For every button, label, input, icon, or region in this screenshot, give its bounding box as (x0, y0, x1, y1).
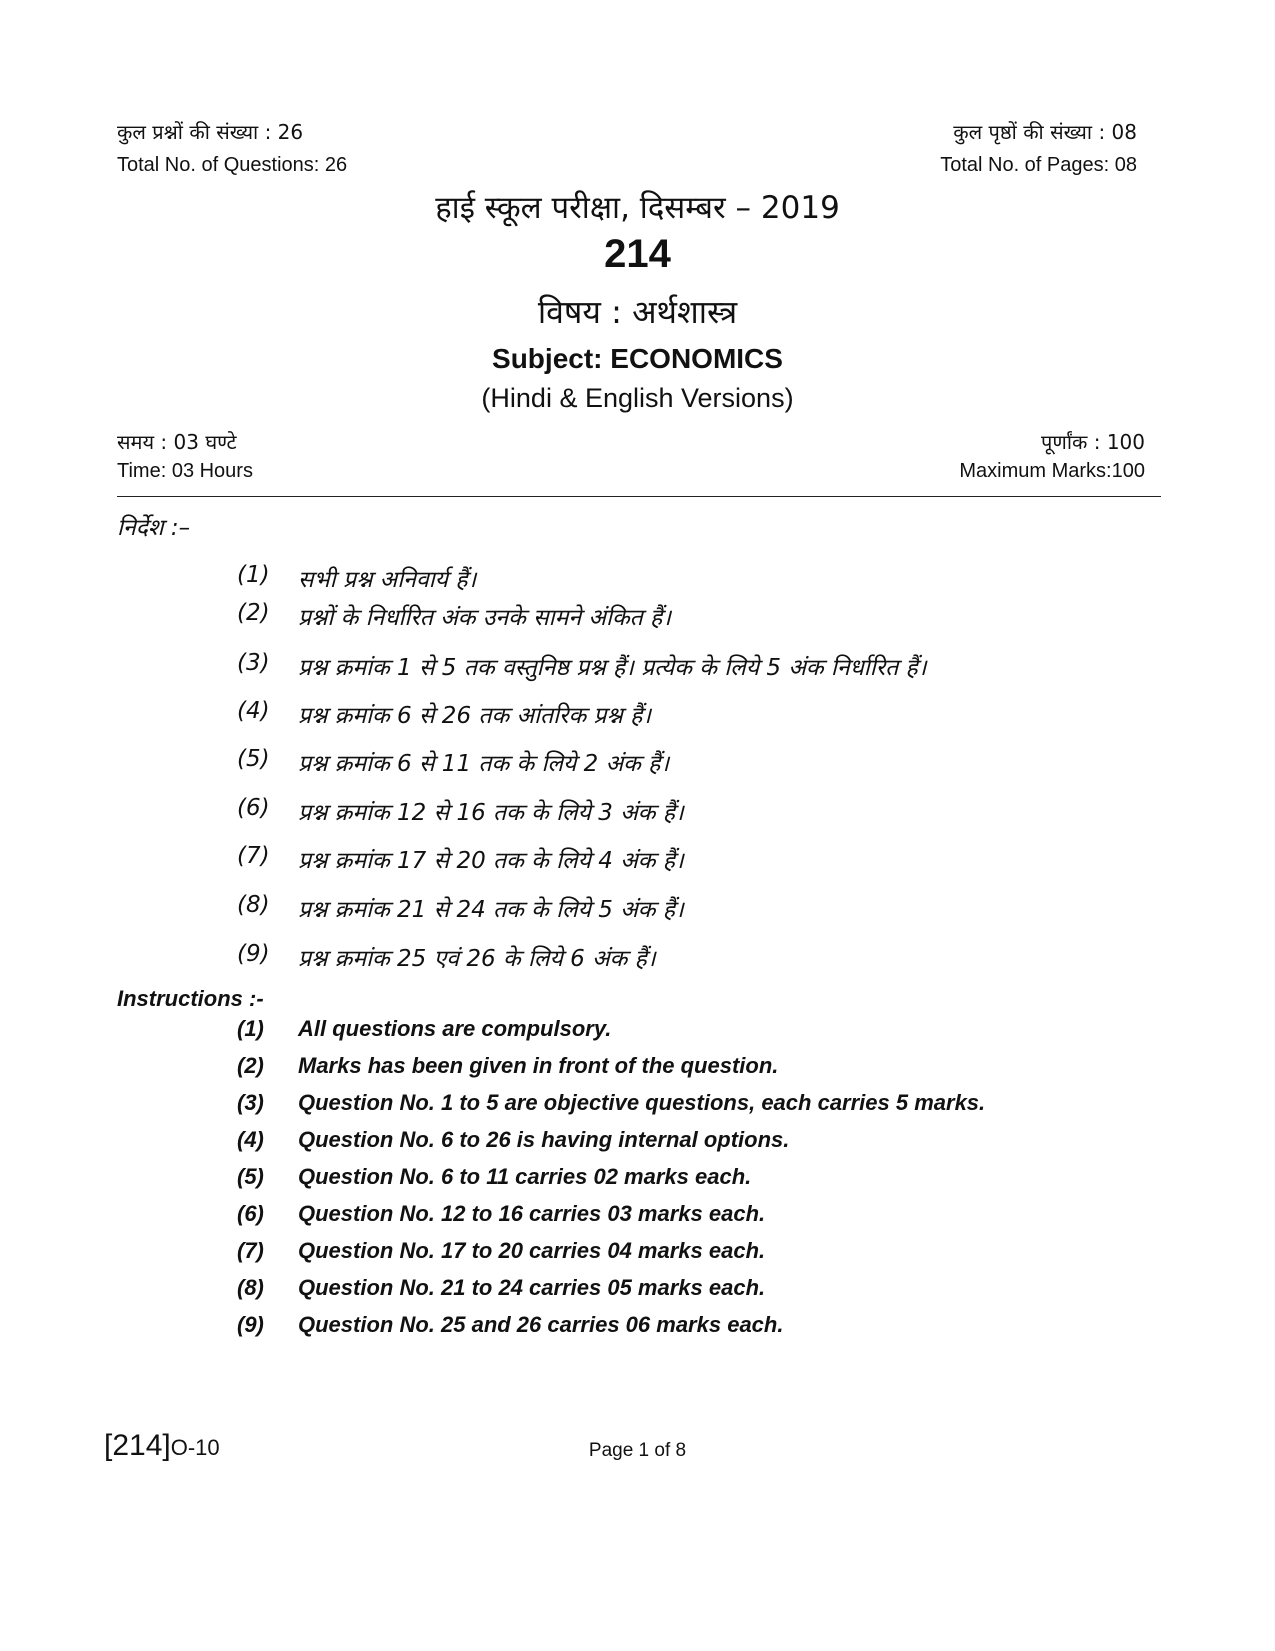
total-questions-hindi: कुल प्रश्नों की संख्या : 26 (117, 120, 304, 144)
exam-paper-page: कुल प्रश्नों की संख्या : 26 Total No. of Questions: 26 कुल पृष्ठों की संख्या : 08 Total No. of Pages: 08 हाई स्कूल परीक्षा, दिसम्बर – 2019 214 विषय : अर्थशास्त्र Subject: ECONOMICS (Hindi & English Versions) समय : 03 घण्टे Time: 03 Hours पूर्णांक : 100 Maximum Marks:100 निर्देश :– (1) सभी प्रश्न अनिवार्य हैं। (2) प्रश्नों के निर्धारित अंक उनके सामने अंकित हैं। (3) प्रश्न क्रमांक 1 से 5 तक वस्तुनिष्ठ प्रश्न हैं। प्रत्येक के लिये 5 अंक निर्धारित हैं। (4) प्रश्न क्रमांक 6 से 26 तक आंतरिक प्रश्न हैं। (5) प्रश्न क्रमांक 6 से 11 तक के लिये 2 अंक हैं। (6) प्रश्न क्रमांक 12 से 16 तक के लिये 3 अंक हैं। (7) प्रश्न क्रमांक 17 से 20 तक के लिये 4 अंक हैं। (8) प्रश्न क्रमांक 21 से 24 तक के लिये 5 अंक हैं। (9) प्रश्न क्रमांक 25 एवं 26 के लिये 6 अंक हैं। Instructions :- (1) All questions are compulsory. (2) Marks has been given in front of the question. (3) Question No. 1 to 5 are objective questions, each carries 5 marks. (4) Question No. 6 to 26 is having internal options. (5) Question No. 6 to 11 carries 02 marks each. (6) Question No. 12 to 16 carries 03 marks each. (7) Question No. 17 to 20 carries 04 marks each. (8) Question No. 21 to 24 carries 05 marks each. (9) Question No. 25 and 26 carries 06 marks each. [214]O-10 Page 1 of 8 (0, 0, 1275, 1651)
header-divider (117, 496, 1161, 497)
marks-hindi: पूर्णांक : 100 (1041, 430, 1145, 454)
versions-note: (Hindi & English Versions) (481, 383, 794, 413)
total-pages-english: Total No. of Pages: 08 (940, 154, 1137, 176)
time-hindi: समय : 03 घण्टे (117, 430, 237, 454)
instructions-english-heading: Instructions :- (117, 986, 264, 1011)
exam-title: हाई स्कूल परीक्षा, दिसम्बर – 2019 (435, 190, 840, 226)
instructions-hindi-heading: निर्देश :– (117, 515, 191, 541)
subject-hindi: विषय : अर्थशास्त्र (537, 293, 738, 331)
total-pages-hindi: कुल पृष्ठों की संख्या : 08 (953, 120, 1137, 144)
footer-code-suffix: O-10 (170, 1435, 220, 1460)
total-questions-english: Total No. of Questions: 26 (117, 154, 348, 176)
page-number: Page 1 of 8 (588, 1440, 687, 1461)
footer-code-main: [214] (104, 1429, 171, 1462)
marks-english: Maximum Marks:100 (959, 460, 1145, 482)
paper-code: 214 (604, 232, 671, 276)
subject-english: Subject: ECONOMICS (492, 343, 783, 374)
time-english: Time: 03 Hours (117, 460, 253, 482)
